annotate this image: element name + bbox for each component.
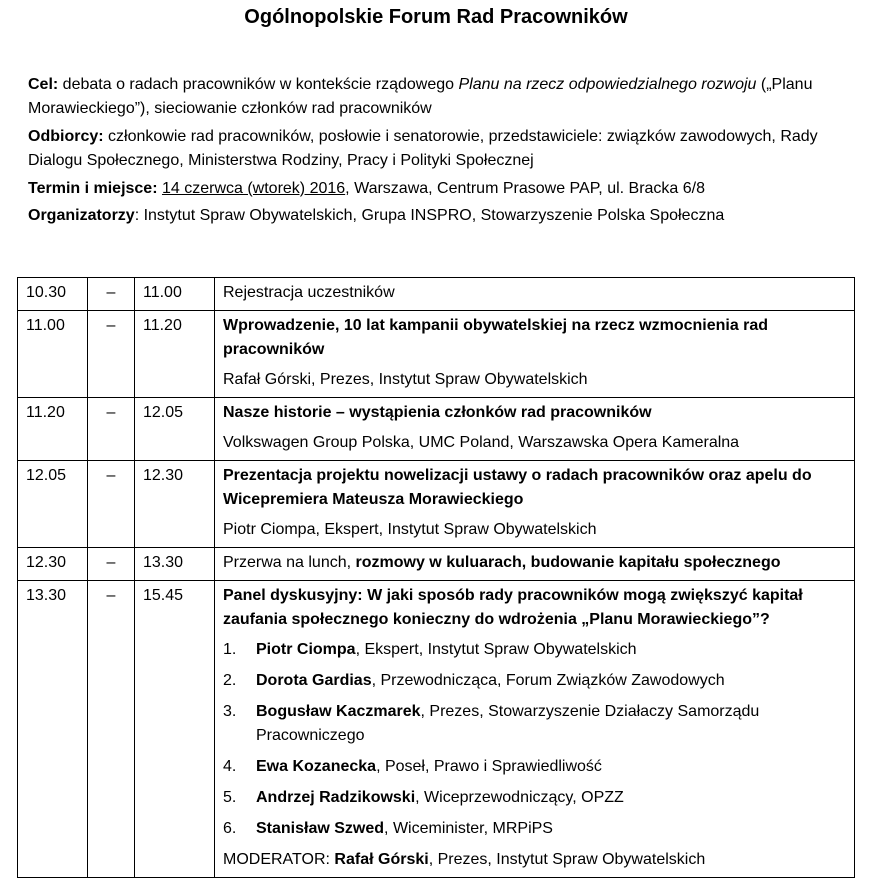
panelist-name: Dorota Gardias [256,672,372,689]
panelist-item [223,817,846,841]
goal-paragraph [28,73,848,121]
panelist-role: , Wiceminister, MRPiPS [384,820,553,837]
agenda-start-time: 10.30 [18,278,88,311]
panelist-role: , Wiceprzewodniczący, OPZZ [415,789,624,806]
agenda-start-time: 11.20 [18,398,88,461]
audience-text: członkowie rad pracowników, posłowie i senatorowie, przedstawiciele: związków zawodowych, Rady Dialogu Społecznego, Ministerstwa Rodziny, Pracy i Polityki Społecznej [28,128,818,169]
date-place-paragraph [28,177,848,201]
panelist-number: 6. [223,820,237,837]
organizers-paragraph [28,204,848,228]
goal-text-1: debata o radach pracowników w kontekście rządowego [58,76,459,93]
panelist-name: Andrzej Radzikowski [256,789,416,806]
panelist-item [223,669,846,693]
agenda-start-time: 13.30 [18,581,88,878]
audience-label: Odbiorcy: [28,128,104,145]
panelist-name: Stanisław Szwed [256,820,385,837]
panelist-number: 2. [223,672,237,689]
agenda-description [215,461,855,548]
audience-paragraph [28,125,848,173]
agenda-heading: Nasze historie – wystąpienia członków rad pracowników [223,404,652,421]
panelist-name: Ewa Kozanecka [256,758,377,775]
agenda-description [215,548,855,581]
panelist-role: , Prezes, Stowarzyszenie Działaczy Samorządu Pracowniczego [256,703,760,744]
event-place: , Warszawa, Centrum Prasowe PAP, ul. Bracka 6/8 [345,180,706,197]
agenda-row [18,278,855,311]
agenda-end-time: 12.30 [135,461,215,548]
agenda-heading: Wprowadzenie, 10 lat kampanii obywatelskiej na rzecz wzmocnienia rad pracowników [223,317,769,358]
agenda-end-time: 13.30 [135,548,215,581]
panelist-item [223,700,846,748]
lunch-text: Przerwa na lunch, [223,554,356,571]
panelist-number: 4. [223,758,237,775]
panelist-role: , Przewodnicząca, Forum Związków Zawodowych [371,672,725,689]
agenda-row [18,311,855,398]
document-title: Ogólnopolskie Forum Rad Pracowników [244,6,628,28]
agenda-end-time: 12.05 [135,398,215,461]
lunch-bold-text: rozmowy w kuluarach, budowanie kapitału społecznego [355,554,781,571]
agenda-end-time: 11.20 [135,311,215,398]
panelist-name: Bogusław Kaczmarek [256,703,421,720]
agenda-description [215,398,855,461]
agenda-start-time: 12.05 [18,461,88,548]
panelist-item [223,755,846,779]
agenda-heading: Prezentacja projektu nowelizacji ustawy o radach pracowników oraz apelu do Wicepremiera Mateusza Morawieckiego [223,467,812,508]
organizers-label: Organizatorzy [28,207,135,224]
panelist-number: 1. [223,641,237,658]
moderator-role: , Prezes, Instytut Spraw Obywatelskich [428,851,706,868]
agenda-table [17,277,855,878]
goal-plan-italic: Planu na rzecz odpowiedzialnego rozwoju [458,76,757,93]
panelist-role: , Poseł, Prawo i Sprawiedliwość [376,758,602,775]
date-place-label: Termin i miejsce: [28,180,158,197]
agenda-description [215,581,855,878]
agenda-row [18,548,855,581]
agenda-description [215,311,855,398]
agenda-end-time: 11.00 [135,278,215,311]
intro-section [28,73,848,232]
agenda-speaker: Volkswagen Group Polska, UMC Poland, Warszawska Opera Kameralna [223,434,740,451]
moderator-line [223,848,846,872]
agenda-description: Rejestracja uczestników [215,278,855,311]
panel-heading: Panel dyskusyjny: W jaki sposób rady pracowników mogą zwiększyć kapitał zaufania społecznego konieczny do wdrożenia „Planu Morawieckiego”? [223,587,803,628]
agenda-start-time: 11.00 [18,311,88,398]
panelist-list [223,638,846,841]
organizers-text: : Instytut Spraw Obywatelskich, Grupa INSPRO, Stowarzyszenie Polska Społeczna [134,207,725,224]
agenda-dash: – [88,278,135,311]
agenda-dash: – [88,461,135,548]
agenda-start-time: 12.30 [18,548,88,581]
agenda-row [18,398,855,461]
goal-label: Cel: [28,76,59,93]
agenda-end-time: 15.45 [135,581,215,878]
moderator-label: MODERATOR: [223,851,335,868]
agenda-dash: – [88,311,135,398]
agenda-row [18,461,855,548]
panelist-item [223,786,846,810]
panelist-role: , Ekspert, Instytut Spraw Obywatelskich [355,641,637,658]
goal-text-2: („Planu Morawieckiego”), sieciowanie członków rad pracowników [28,76,813,117]
agenda-dash: – [88,548,135,581]
agenda-speaker: Piotr Ciompa, Ekspert, Instytut Spraw Obywatelskich [223,521,597,538]
moderator-name: Rafał Górski [334,851,429,868]
panelist-number: 5. [223,789,237,806]
agenda-speaker: Rafał Górski, Prezes, Instytut Spraw Obywatelskich [223,371,588,388]
panelist-number: 3. [223,703,237,720]
agenda-row [18,581,855,878]
event-date: 14 czerwca (wtorek) 2016 [161,180,346,197]
panelist-name: Piotr Ciompa [256,641,356,658]
panelist-item [223,638,846,662]
agenda-dash: – [88,581,135,878]
agenda-dash: – [88,398,135,461]
